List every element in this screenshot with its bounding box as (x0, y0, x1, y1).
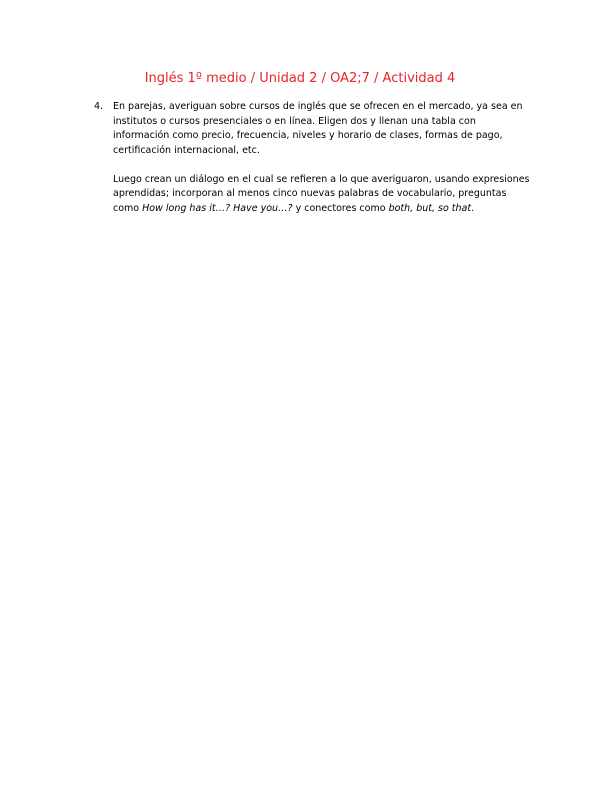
page-title: Inglés 1º medio / Unidad 2 / OA2;7 / Actividad 4 (144, 71, 456, 86)
dialogue-text-end: . (471, 202, 475, 214)
activity-body (113, 100, 534, 216)
dialogue-text-start: Luego crean un diálogo en el cual se refieren a lo que averiguaron, usando expresiones aprendidas; incorporan al menos cinco nuevas palabras de vocabulario, preguntas como (113, 173, 530, 214)
activity-paragraph-dialogue (113, 173, 534, 217)
activity-number: 4. (94, 101, 104, 112)
activity-item (94, 100, 534, 216)
dialogue-text-middle: y conectores como (292, 202, 389, 214)
example-questions: How long has it…? Have you…? (142, 202, 293, 214)
activity-paragraph-instructions: En parejas, averiguan sobre cursos de inglés que se ofrecen en el mercado, ya sea en institutos o cursos presenciales o en línea. Eligen dos y llenan una tabla con información como precio, frecuencia, niveles y horario de clases, formas de pago, certificación internacional, etc. (113, 101, 523, 156)
example-connectors: both, but, so that (388, 202, 472, 214)
